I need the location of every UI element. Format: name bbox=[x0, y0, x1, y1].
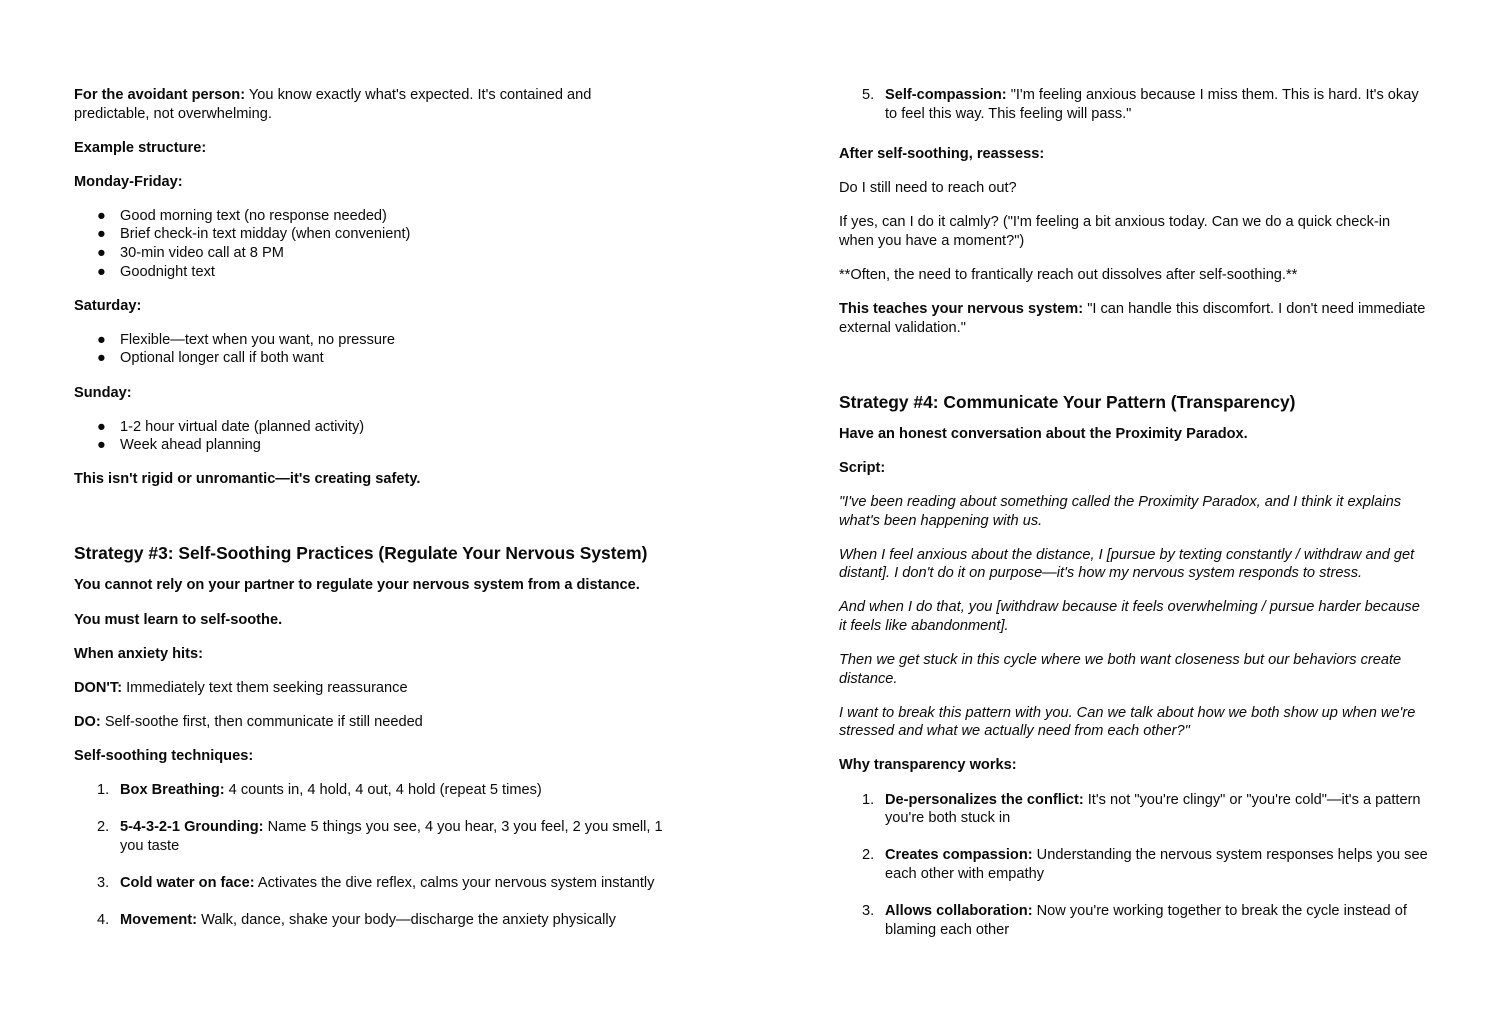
script-paragraph: When I feel anxious about the distance, I [pursue by texting constantly / withdraw and get distant]. I don't do it on purpose—it's how my nervous system responds to stress. bbox=[839, 546, 1415, 582]
list-item bbox=[74, 244, 664, 263]
saturday-list bbox=[74, 331, 664, 368]
list-item-text: 1-2 hour virtual date (planned activity) bbox=[120, 418, 365, 435]
sunday-heading: Sunday: bbox=[74, 384, 132, 401]
list-item bbox=[74, 436, 664, 455]
when-anxiety-heading: When anxiety hits: bbox=[74, 645, 203, 662]
sunday-list bbox=[74, 418, 664, 455]
saturday-heading: Saturday: bbox=[74, 297, 142, 314]
bullet-icon: ● bbox=[97, 350, 106, 367]
section-spacer bbox=[839, 123, 1429, 145]
section-spacer bbox=[839, 353, 1429, 391]
techniques-list bbox=[74, 781, 664, 929]
list-item bbox=[74, 874, 664, 893]
strategy-3-lead-1: You cannot rely on your partner to regulate your nervous system from a distance. bbox=[74, 577, 640, 594]
technique-text: 4 counts in, 4 hold, 4 out, 4 hold (repeat 5 times) bbox=[224, 781, 542, 798]
list-number: 3. bbox=[97, 874, 110, 891]
teaches-text: "I can handle this discomfort. I don't need immediate external validation." bbox=[839, 301, 1426, 336]
do-label: DO: bbox=[74, 713, 101, 730]
techniques-heading: Self-soothing techniques: bbox=[74, 747, 254, 764]
avoidant-label: For the avoidant person: bbox=[74, 87, 246, 103]
document-page-left bbox=[74, 86, 664, 945]
list-item-text: Good morning text (no response needed) bbox=[120, 207, 387, 224]
script-paragraph: And when I do that, you [withdraw because it feels overwhelming / pursue harder because it feels like abandonment]. bbox=[839, 599, 1420, 634]
dont-text: Immediately text them seeking reassurance bbox=[122, 679, 408, 696]
technique-text: Walk, dance, shake your body—discharge the anxiety physically bbox=[197, 911, 616, 928]
list-item bbox=[74, 418, 664, 437]
weekdays-list bbox=[74, 207, 664, 281]
list-number: 3. bbox=[862, 902, 875, 919]
list-number: 2. bbox=[97, 819, 110, 836]
strategy-4-lead: Have an honest conversation about the Proximity Paradox. bbox=[839, 425, 1248, 442]
reason-label: De-personalizes the conflict: bbox=[885, 791, 1084, 808]
reason-label: Allows collaboration: bbox=[885, 902, 1033, 919]
list-item-text: 30-min video call at 8 PM bbox=[120, 245, 284, 262]
technique-label: 5-4-3-2-1 Grounding: bbox=[120, 819, 264, 836]
teaches-label: This teaches your nervous system: bbox=[839, 301, 1084, 318]
avoidant-paragraph bbox=[74, 86, 664, 123]
technique-label: Cold water on face: bbox=[120, 874, 255, 891]
list-item bbox=[74, 781, 664, 800]
reassess-question-2: If yes, can I do it calmly? ("I'm feeling a bit anxious today. Can we do a quick check-in when you have a moment?") bbox=[839, 214, 1391, 249]
list-item bbox=[74, 207, 664, 226]
section-spacer bbox=[74, 504, 664, 542]
reassess-question-1: Do I still need to reach out? bbox=[839, 180, 1017, 197]
why-heading: Why transparency works: bbox=[839, 757, 1017, 774]
list-item bbox=[74, 818, 664, 855]
teaches-paragraph bbox=[839, 300, 1429, 337]
reason-text: Understanding the nervous system responses helps you see each other with empathy bbox=[885, 847, 1428, 882]
avoidant-text: You know exactly what's expected. It's contained and predictable, not overwhelming. bbox=[74, 87, 592, 122]
list-number: 1. bbox=[862, 791, 875, 808]
strategy-3-lead-2: You must learn to self-soothe. bbox=[74, 611, 283, 628]
reason-text: Now you're working together to break the cycle instead of blaming each other bbox=[885, 902, 1407, 938]
list-item bbox=[839, 902, 1429, 939]
dont-paragraph bbox=[74, 679, 664, 698]
list-item bbox=[74, 349, 664, 368]
list-item bbox=[74, 911, 664, 930]
list-item bbox=[74, 263, 664, 282]
list-item-text: Goodnight text bbox=[120, 263, 215, 280]
script-paragraph: "I've been reading about something called the Proximity Paradox, and I think it explains what's been happening with us. bbox=[839, 494, 1402, 529]
list-item bbox=[74, 225, 664, 244]
do-paragraph bbox=[74, 713, 664, 732]
list-item-text: Optional longer call if both want bbox=[120, 350, 324, 367]
list-number: 5. bbox=[862, 87, 875, 103]
bullet-icon: ● bbox=[97, 263, 106, 280]
technique-label: Movement: bbox=[120, 911, 198, 928]
bullet-icon: ● bbox=[97, 331, 106, 348]
do-text: Self-soothe first, then communicate if still needed bbox=[100, 713, 423, 730]
list-item bbox=[839, 846, 1429, 883]
reassess-heading: After self-soothing, reassess: bbox=[839, 146, 1045, 163]
example-structure-heading: Example structure: bbox=[74, 139, 207, 156]
reason-text: It's not "you're clingy" or "you're cold"—it's a pattern you're both stuck in bbox=[885, 791, 1421, 827]
safety-note: This isn't rigid or unromantic—it's creating safety. bbox=[74, 471, 421, 488]
bullet-icon: ● bbox=[97, 226, 106, 243]
technique-text: Name 5 things you see, 4 you hear, 3 you feel, 2 you smell, 1 you taste bbox=[120, 819, 663, 854]
list-item-text: Brief check-in text midday (when convenient) bbox=[120, 226, 411, 243]
dont-label: DON'T: bbox=[74, 679, 123, 696]
techniques-list-continued bbox=[839, 86, 1429, 123]
bullet-icon: ● bbox=[97, 437, 106, 454]
strategy-3-heading: Strategy #3: Self-Soothing Practices (Regulate Your Nervous System) bbox=[74, 543, 648, 564]
technique-label: Box Breathing: bbox=[120, 781, 225, 798]
list-item bbox=[839, 791, 1429, 828]
reasons-list bbox=[839, 791, 1429, 940]
list-item-text: Week ahead planning bbox=[120, 437, 261, 454]
list-number: 4. bbox=[97, 911, 110, 928]
list-item-text: Flexible—text when you want, no pressure bbox=[120, 331, 395, 348]
document-page-right bbox=[839, 86, 1429, 955]
script-paragraph: I want to break this pattern with you. Can we talk about how we both show up when we're stressed and what we actually need from each other?" bbox=[839, 704, 1416, 740]
technique-label: Self-compassion: bbox=[885, 87, 1007, 103]
bullet-icon: ● bbox=[97, 207, 106, 224]
script-heading: Script: bbox=[839, 459, 886, 476]
bullet-icon: ● bbox=[97, 418, 106, 435]
reason-label: Creates compassion: bbox=[885, 847, 1033, 864]
often-note: **Often, the need to frantically reach out dissolves after self-soothing.** bbox=[839, 267, 1298, 284]
list-item bbox=[74, 331, 664, 350]
technique-text: "I'm feeling anxious because I miss them. This is hard. It's okay to feel this way. This feeling will pass." bbox=[885, 87, 1419, 122]
list-number: 2. bbox=[862, 847, 875, 864]
weekdays-heading: Monday-Friday: bbox=[74, 173, 183, 190]
list-number: 1. bbox=[97, 781, 110, 798]
technique-text: Activates the dive reflex, calms your nervous system instantly bbox=[254, 874, 655, 891]
bullet-icon: ● bbox=[97, 245, 106, 262]
list-item bbox=[839, 86, 1429, 123]
strategy-4-heading: Strategy #4: Communicate Your Pattern (Transparency) bbox=[839, 391, 1296, 412]
script-paragraph: Then we get stuck in this cycle where we both want closeness but our behaviors create distance. bbox=[839, 652, 1402, 687]
